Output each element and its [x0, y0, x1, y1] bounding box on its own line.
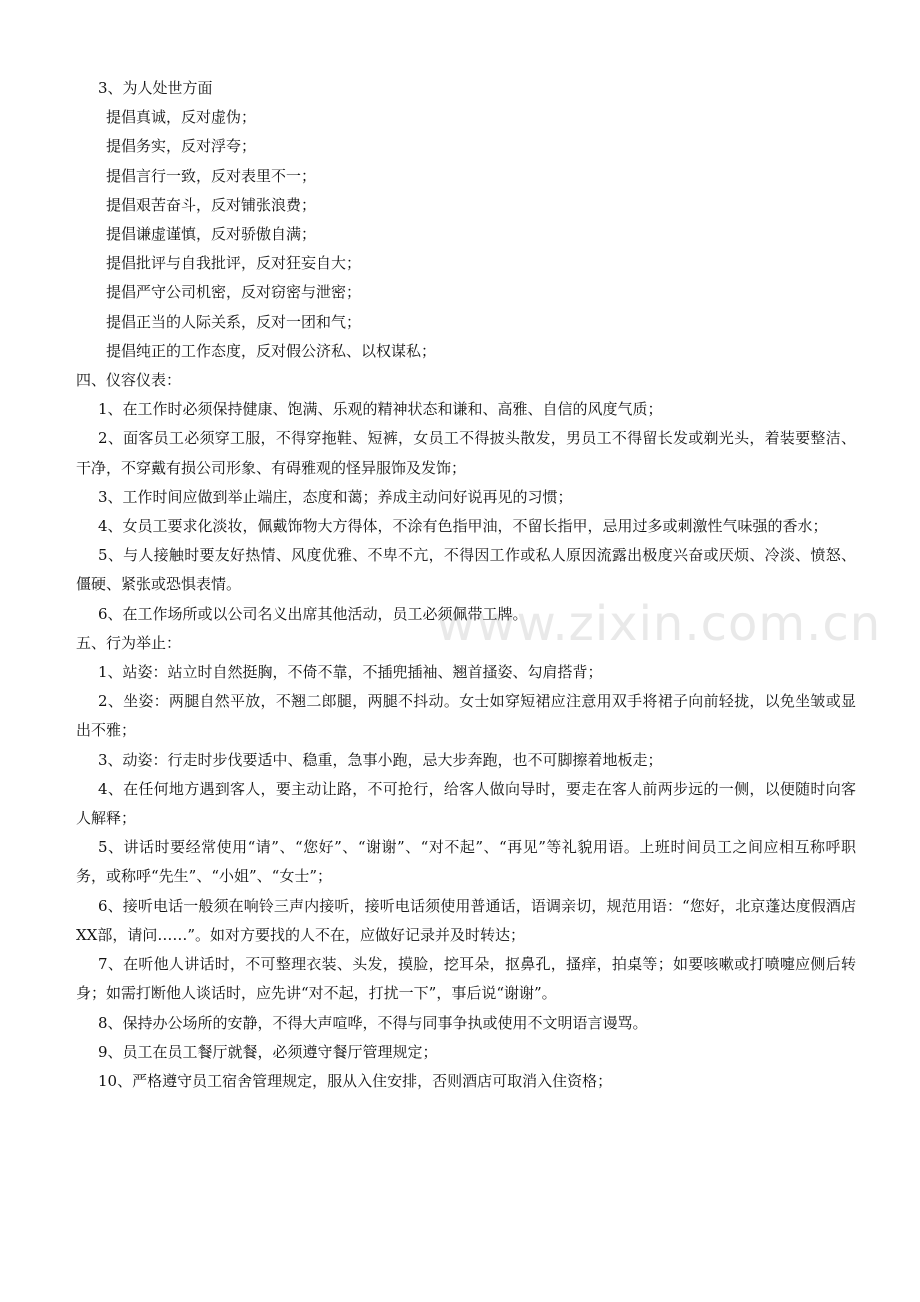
principle-item: 提倡批评与自我批评，反对狂妄自大； [106, 254, 362, 273]
appearance-rule: 2、面客员工必须穿工服，不得穿拖鞋、短裤，女员工不得披头散发，男员工不得留长发或剃光头，着装要整洁、干净，不穿戴有损公司形象、有碍雅观的怪异服饰及发饰； [76, 429, 856, 477]
principle-item: 提倡艰苦奋斗，反对铺张浪费； [106, 195, 317, 214]
behavior-rule: 7、在听他人讲话时，不可整理衣装、头发，摸脸，挖耳朵，抠鼻孔，搔痒，拍桌等；如要咳嗽或打喷嚏应侧后转身；如需打断他人谈话时，应先讲“对不起，打扰一下”，事后说“谢谢”。 [76, 955, 856, 1003]
watermark: www.zixin.com.cn [436, 596, 882, 652]
principle-item: 提倡正当的人际关系，反对一团和气； [106, 312, 362, 331]
behavior-rule: 6、接听电话一般须在响铃三声内接听，接听电话须使用普通话，语调亲切，规范用语：“您好，北京蓬达度假酒店XX部，请问……”。如对方要找的人不在，应做好记录并及时转达； [76, 896, 856, 944]
behavior-rule: 4、在任何地方遇到客人，要主动让路，不可抢行，给客人做向导时，要走在客人前两步远的一侧，以便随时向客人解释； [76, 779, 856, 828]
principle-item: 提倡严守公司机密，反对窃密与泄密； [106, 283, 362, 302]
appearance-rule: 1、在工作时必须保持健康、饱满、乐观的精神状态和谦和、高雅、自信的风度气质； [98, 400, 663, 419]
document-page [76, 74, 856, 1096]
appearance-rule: 6、在工作场所或以公司名义出席其他活动，员工必须佩带工牌。 [98, 604, 528, 623]
appearance-rule: 5、与人接触时要友好热情、风度优雅、不卑不亢，不得因工作或私人原因流露出极度兴奋或厌烦、冷淡、愤怒、僵硬、紧张或恐惧表情。 [76, 546, 856, 594]
principle-item: 提倡谦虚谨慎，反对骄傲自满； [106, 225, 317, 244]
behavior-rule: 5、讲话时要经常使用“请”、“您好”、“谢谢”、“对不起”、“再见”等礼貌用语。上班时间员工之间应相互称呼职务，或称呼“先生”、“小姐”、“女士”； [76, 838, 856, 886]
part-4-heading: 四、仪容仪表： [76, 371, 182, 390]
appearance-rule: 4、女员工要求化淡妆，佩戴饰物大方得体，不涂有色指甲油，不留长指甲，忌用过多或刺激性气味强的香水； [98, 517, 828, 536]
behavior-rule: 3、动姿：行走时步伐要适中、稳重，急事小跑，忌大步奔跑，也不可脚擦着地板走； [98, 750, 663, 769]
behavior-rule: 2、坐姿：两腿自然平放，不翘二郎腿，两腿不抖动。女士如穿短裙应注意用双手将裙子向前轻拢，以免坐皱或显出不雅； [76, 692, 856, 740]
section-3-heading: 3、为人处世方面 [98, 79, 213, 97]
appearance-rule: 3、工作时间应做到举止端庄，态度和蔼；养成主动问好说再见的习惯； [98, 487, 573, 506]
behavior-rule: 8、保持办公场所的安静，不得大声喧哗，不得与同事争执或使用不文明语言谩骂。 [98, 1013, 648, 1032]
behavior-rule: 1、站姿：站立时自然挺胸，不倚不靠，不插兜插袖、翘首搔姿、勾肩搭背； [98, 663, 603, 682]
principle-item: 提倡真诚，反对虚伪； [106, 108, 257, 127]
principle-item: 提倡纯正的工作态度，反对假公济私、以权谋私； [106, 341, 437, 360]
part-5-heading: 五、行为举止： [76, 633, 182, 652]
behavior-rule: 9、员工在员工餐厅就餐，必须遵守餐厅管理规定； [98, 1042, 438, 1061]
principle-item: 提倡务实，反对浮夸； [106, 137, 257, 156]
principle-item: 提倡言行一致，反对表里不一； [106, 166, 317, 185]
behavior-rule: 10、严格遵守员工宿舍管理规定，服从入住安排，否则酒店可取消入住资格； [98, 1071, 613, 1090]
